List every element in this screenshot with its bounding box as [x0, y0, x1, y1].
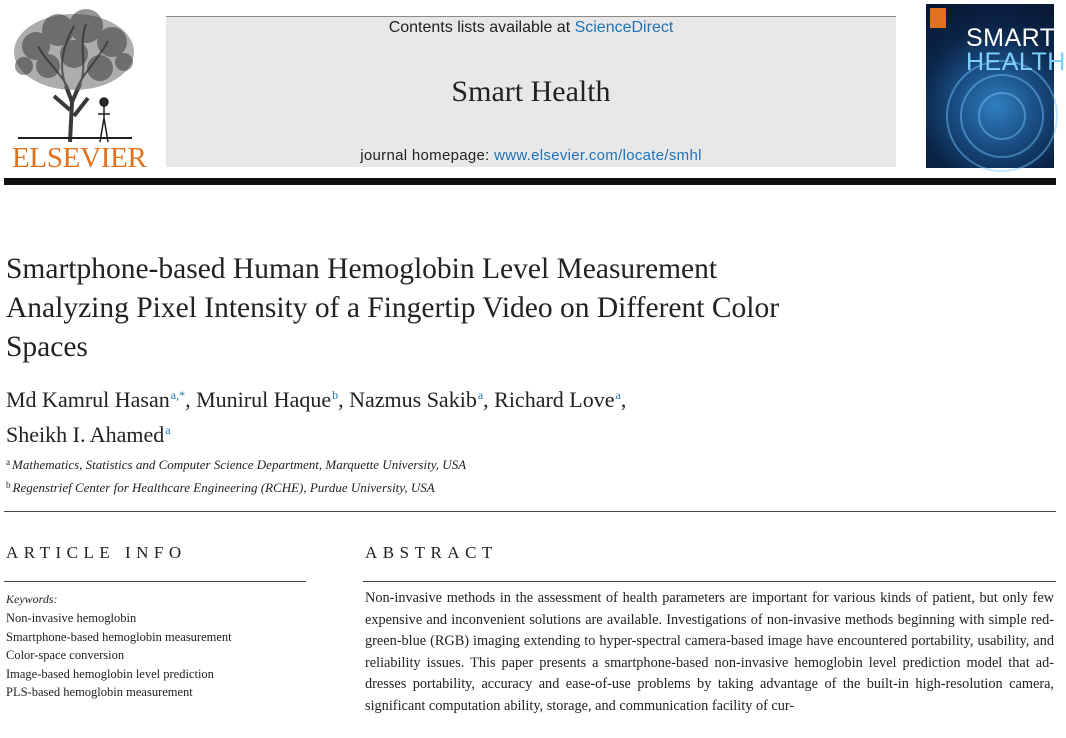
keyword-item: Smartphone-based hemoglobin measurement [6, 629, 232, 644]
author-name: Md Kamrul Hasan [6, 387, 170, 412]
keyword-item: Non-invasive hemoglobin [6, 611, 137, 625]
header-divider [4, 178, 1056, 185]
affiliation-item [6, 475, 906, 498]
affiliation-list [6, 452, 906, 498]
author-list: Md Kamrul Hasan$^{a,*}$, Munirul Haque$^b$, Nazmus Sakib$^a$, Richard Love$^a$, Sheikh I. Ahamed$^a$ [6, 387, 627, 447]
contents-prefix: Contents lists available at [388, 19, 575, 36]
journal-title: Smart Health [451, 75, 611, 108]
affiliation-text: Regenstrief Center for Healthcare Engineering (RCHE), Purdue University, USA [12, 480, 435, 495]
keywords-label: Keywords: [6, 592, 58, 606]
affiliation-mark: a [6, 457, 10, 467]
article-title-line: Spaces [6, 331, 88, 363]
affiliation-text: Mathematics, Statistics and Computer Science Department, Marquette University, USA [12, 457, 467, 472]
author-affiliation-mark[interactable]: b [332, 388, 339, 402]
affiliation-mark: b [6, 480, 11, 490]
contents-line [166, 19, 896, 37]
abstract-divider [363, 581, 1056, 582]
author-name: Sheikh I. Ahamed [6, 422, 165, 447]
article-title-line: Analyzing Pixel Intensity of a Fingertip Video on Different Color [6, 292, 780, 324]
publisher-badge-icon [930, 8, 946, 28]
cover-title-line2: HEALTH [966, 48, 1066, 76]
article-title [6, 250, 906, 367]
author-affiliation-mark[interactable]: a [165, 423, 171, 437]
keyword-item: Color-space conversion [6, 648, 125, 662]
publisher-name: ELSEVIER [12, 142, 147, 174]
article-title-line: Smartphone-based Human Hemoglobin Level Measurement [6, 253, 718, 285]
author-affiliation-mark[interactable]: a [477, 388, 484, 402]
homepage-prefix: journal homepage: [360, 147, 495, 164]
article-info-divider [4, 581, 306, 582]
tree-illustration [8, 6, 140, 142]
journal-cover-image[interactable] [926, 4, 1066, 168]
author-name: Munirul Haque [196, 387, 332, 412]
abstract-heading: ABSTRACT [365, 543, 498, 562]
journal-header-band [166, 16, 896, 167]
keywords-list [6, 609, 306, 702]
author-affiliation-mark[interactable]: a [615, 388, 621, 402]
author-affiliation-mark[interactable]: a,* [170, 388, 186, 402]
article-info-heading: ARTICLE INFO [6, 543, 187, 562]
keyword-item: Image-based hemoglobin level prediction [6, 666, 214, 681]
affiliation-item [6, 452, 906, 475]
cover-title-line1: SMART [966, 24, 1056, 52]
homepage-line [166, 147, 896, 164]
author-name: Nazmus Sakib [349, 387, 477, 412]
sciencedirect-link[interactable]: ScienceDirect [574, 19, 674, 36]
keyword-item: PLS-based hemoglobin measurement [6, 685, 193, 699]
publisher-logo[interactable] [4, 6, 146, 172]
journal-homepage-link[interactable]: www.elsevier.com/locate/smhl [494, 147, 702, 164]
cover-title [966, 26, 1066, 74]
section-divider [4, 511, 1056, 512]
cover-ring-decoration [978, 92, 1026, 140]
author-name: Richard Love [494, 387, 615, 412]
abstract-body: Non-invasive methods in the assessment of health parameters are important for various kinds of patient, but only few expensive and inconvenient solutions are available. Investigations of non-invasive methods beginning with simple red-green-blue (RGB) imaging extending to hyper-spectral camera-based image have encountered portability, usability, and reliability issues. This paper presents a smartphone-based non-invasive hemoglobin level prediction model that ad-dresses portability, accuracy and ease-of-use problems by taking advantage of the built-in high-resolution camera, significant computation ability, storage, and communication facility of cur- [365, 590, 1054, 714]
